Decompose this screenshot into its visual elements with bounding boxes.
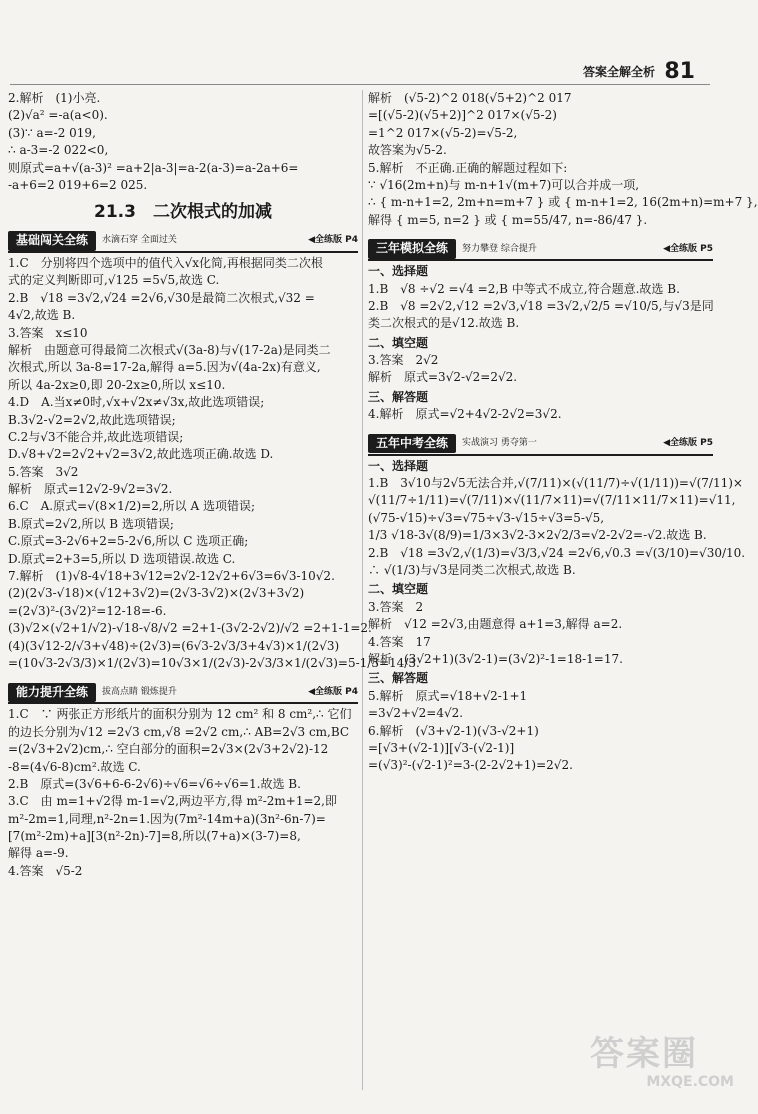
text-line: 2.B √8 =2√2,√12 =2√3,√18 =3√2,√2/5 =√10/5,与√3是同: [368, 298, 714, 313]
text-line: =(2√3+2√2)cm,∴ 空白部分的面积=2√3×(2√3+2√2)-12: [8, 742, 329, 757]
text-line: (√75-√15)÷√3=√75÷√3-√15÷√3=5-√5,: [368, 510, 605, 525]
subsection-heading: 三、解答题: [368, 389, 429, 404]
text-line: 解得 a=-9.: [8, 846, 69, 861]
text-line: 3.答案 2√2: [368, 353, 439, 368]
banner-label: 五年中考全练: [368, 434, 456, 453]
text-line: ∴ a-3=-2 022<0,: [8, 143, 109, 158]
banner-basic: [8, 231, 358, 251]
text-line: =(2√3)²-(3√2)²=12-18=-6.: [8, 603, 167, 618]
header-title: 答案全解全析: [582, 65, 655, 79]
banner-rule: [8, 702, 358, 704]
text-line: C.2与√3不能合并,故此选项错误;: [8, 429, 184, 444]
banner-label: 三年模拟全练: [368, 239, 456, 258]
text-line: 解析 √12 =2√3,由题意得 a+1=3,解得 a=2.: [368, 617, 623, 632]
left-pre-block: [8, 90, 358, 194]
text-line: -a+6=2 019+6=2 025.: [8, 177, 148, 192]
banner-slogan: 努力攀登 综合提升: [462, 243, 537, 254]
text-line: D.原式=2+3=5,所以 D 选项错误.故选 C.: [8, 551, 236, 566]
text-line: 2.解析 (1)小亮.: [8, 91, 101, 105]
text-line: 6.解析 (√3+√2-1)(√3-√2+1): [368, 723, 539, 738]
section-title: 21.3 二次根式的加减: [94, 202, 272, 223]
text-line: 解析 原式=3√2-√2=2√2.: [368, 370, 518, 385]
left-block-ability: [8, 706, 358, 880]
text-line: 3.答案 2: [368, 599, 424, 614]
text-line: 1.C ∵ 两张正方形纸片的面积分别为 12 cm² 和 8 cm²,∴ 它们: [8, 707, 352, 722]
text-line: 2.B √18 =3√2,√24 =2√6,√30是最简二次根式,√32 =: [8, 290, 315, 305]
text-line: 7.解析 (1)√8-4√18+3√12=2√2-12√2+6√3=6√3-10√2.: [8, 569, 335, 584]
text-line: 6.C A.原式=√(8×1/2)=2,所以 A 选项错误;: [8, 499, 256, 514]
text-line: 次根式,所以 3a-8=17-2a,解得 a=5.因为√(4a-2x)有意义,: [8, 360, 321, 375]
banner-slogan: 实战演习 勇夺第一: [462, 438, 537, 449]
banner-label: 基础闯关全练: [8, 231, 96, 250]
text-line: 4√2,故选 B.: [8, 308, 76, 323]
text-line: 1/3 √18-3√(8/9)=1/3×3√2-3×2√2/3=√2-2√2=-√2.故选 B.: [368, 528, 707, 543]
text-line: 类二次根式的是√12.故选 B.: [368, 316, 520, 331]
text-line: D.√8+√2=2√2+√2=3√2,故此选项正确.故选 D.: [8, 447, 274, 462]
text-line: =(10√3-2√3/3)×1/(2√3)=10√3×1/(2√3)-2√3/3×1/(2√3)=5-1/3=14/3.: [8, 655, 420, 670]
watermark-url: MXQE.COM: [646, 1074, 734, 1090]
page-number: 81: [664, 59, 695, 84]
text-line: 1.B √8 ÷√2 =√4 =2,B 中等式不成立,符合题意.故选 B.: [368, 281, 680, 296]
text-line: 2.B 原式=(3√6+6-6-2√6)÷√6=√6÷√6=1.故选 B.: [8, 776, 301, 791]
text-line: m²-2m=1,同理,n²-2n=1.因为(7m²-14m+a)(3n²-6n-7)=: [8, 811, 326, 826]
text-line: 的边长分别为√12 =2√3 cm,√8 =2√2 cm,∴ AB=2√3 cm,BC: [8, 724, 350, 739]
text-line: 1.C 分别将四个选项中的值代入√x化简,再根据同类二次根: [8, 255, 323, 270]
subsection-heading: 二、填空题: [368, 582, 429, 597]
text-line: =[(√5-2)(√5+2)]^2 017×(√5-2): [368, 108, 557, 123]
text-line: =3√2+√2=4√2.: [368, 706, 464, 721]
text-line: 2.B √18 =3√2,√(1/3)=√3/3,√24 =2√6,√0.3 =√(3/10)=√30/10.: [368, 545, 746, 560]
banner-ref: ◀全练版 P4: [308, 235, 358, 246]
subsection-heading: 三、解答题: [368, 671, 429, 686]
subsection-heading: 一、选择题: [368, 264, 429, 279]
text-line: 式的定义判断即可,√125 =5√5,故选 C.: [8, 273, 220, 288]
banner-slogan: 拔高点睛 锻炼提升: [102, 686, 177, 697]
text-line: (2)(2√3-√18)×(√12+3√2)=(2√3-3√2)×(2√3+3√2): [8, 586, 305, 601]
watermark-logo: [590, 1036, 740, 1096]
text-line: 5.解析 不正确.正确的解题过程如下:: [368, 160, 568, 175]
banner-ref: ◀全练版 P5: [663, 243, 713, 254]
text-line: (3)√2×(√2+1/√2)-√18-√8/√2 =2+1-(3√2-2√2)/√2 =2+1-1=2.: [8, 621, 372, 636]
banner-ref: ◀全练版 P5: [663, 438, 713, 449]
right-block-five-year: [368, 458, 746, 775]
text-line: (4)(3√12-2/√3+√48)÷(2√3)=(6√3-2√3/3+4√3)×1/(2√3): [8, 638, 340, 653]
text-line: B.原式=2√2,所以 B 选项错误;: [8, 516, 174, 531]
text-line: 4.答案 17: [368, 634, 431, 649]
text-line: 所以 4a-2x≥0,即 20-2x≥0,所以 x≤10.: [8, 377, 226, 392]
text-line: ∴ √(1/3)与√3是同类二次根式,故选 B.: [368, 562, 576, 577]
banner-label: 能力提升全练: [8, 683, 96, 702]
text-line: [7(m²-2m)+a][3(n²-2n)-7]=8,所以(7+a)×(3-7)=8,: [8, 829, 301, 844]
text-line: =1^2 017×(√5-2)=√5-2,: [368, 125, 518, 140]
subsection-heading: 二、填空题: [368, 335, 429, 350]
watermark-text: 答案圈: [590, 1034, 698, 1074]
right-block-three-year: [368, 263, 713, 424]
text-line: B.3√2-√2=2√2,故此选项错误;: [8, 412, 176, 427]
text-line: 解析 (3√2+1)(3√2-1)=(3√2)²-1=18-1=17.: [368, 651, 623, 666]
text-line: 5.解析 原式=√18+√2-1+1: [368, 688, 528, 703]
text-line: 解析 (√5-2)^2 018(√5+2)^2 017: [368, 91, 572, 105]
text-line: (3)∵ a=-2 019,: [8, 125, 96, 140]
text-line: 4.D A.当x≠0时,√x+√2x≠√3x,故此选项错误;: [8, 395, 265, 410]
text-line: 则原式=a+√(a-3)² =a+2|a-3|=a-2(a-3)=a-2a+6=: [8, 160, 299, 175]
text-line: -8=(4√6-8)cm².故选 C.: [8, 759, 141, 774]
column-divider: [362, 90, 363, 1090]
text-line: 解得 { m=5, n=2 } 或 { m=55/47, n=-86/47 }.: [368, 212, 648, 227]
text-line: ∵ √16(2m+n)与 m-n+1√(m+7)可以合并成一项,: [368, 177, 640, 192]
right-block-continuation: [368, 90, 758, 229]
banner-rule: [368, 259, 713, 261]
banner-rule: [8, 251, 358, 253]
banner-ref: ◀全练版 P4: [308, 686, 358, 697]
text-line: 解析 由题意可得最简二次根式√(3a-8)与√(17-2a)是同类二: [8, 342, 331, 357]
text-line: 3.答案 x≤10: [8, 325, 88, 340]
banner-rule: [368, 454, 713, 456]
banner-five-year: [368, 434, 713, 454]
text-line: =[√3+(√2-1)][√3-(√2-1)]: [368, 740, 515, 755]
text-line: (2)√a² =-a(a<0).: [8, 108, 108, 123]
text-line: 4.答案 √5-2: [8, 863, 83, 878]
text-line: C.原式=3-2√6+2=5-2√6,所以 C 选项正确;: [8, 534, 249, 549]
banner-slogan: 水滴石穿 全面过关: [102, 235, 177, 246]
header-rule: [10, 84, 710, 85]
text-line: ∴ { m-n+1=2, 2m+n=m+7 } 或 { m-n+1=2, 16(2m+n)=m+7 },: [368, 195, 758, 210]
text-line: =(√3)²-(√2-1)²=3-(2-2√2+1)=2√2.: [368, 758, 573, 773]
text-line: √(11/7÷1/11)=√(7/11)×√(11/7×11)=√(7/11×11/7×11)=√11,: [368, 493, 736, 508]
text-line: 5.答案 3√2: [8, 464, 79, 479]
text-line: 4.解析 原式=√2+4√2-2√2=3√2.: [368, 407, 562, 422]
text-line: 1.B 3√10与2√5无法合并,√(7/11)×(√(11/7)÷√(1/11))=√(7/11)×: [368, 476, 743, 491]
text-line: 3.C 由 m=1+√2得 m-1=√2,两边平方,得 m²-2m+1=2,即: [8, 794, 337, 809]
banner-ability: [8, 682, 358, 702]
banner-three-year: [368, 239, 713, 259]
page-header: [0, 56, 750, 86]
right-column: [368, 90, 758, 775]
text-line: 解析 原式=12√2-9√2=3√2.: [8, 482, 173, 497]
text-line: 故答案为√5-2.: [368, 143, 447, 158]
subsection-heading: 一、选择题: [368, 458, 429, 473]
